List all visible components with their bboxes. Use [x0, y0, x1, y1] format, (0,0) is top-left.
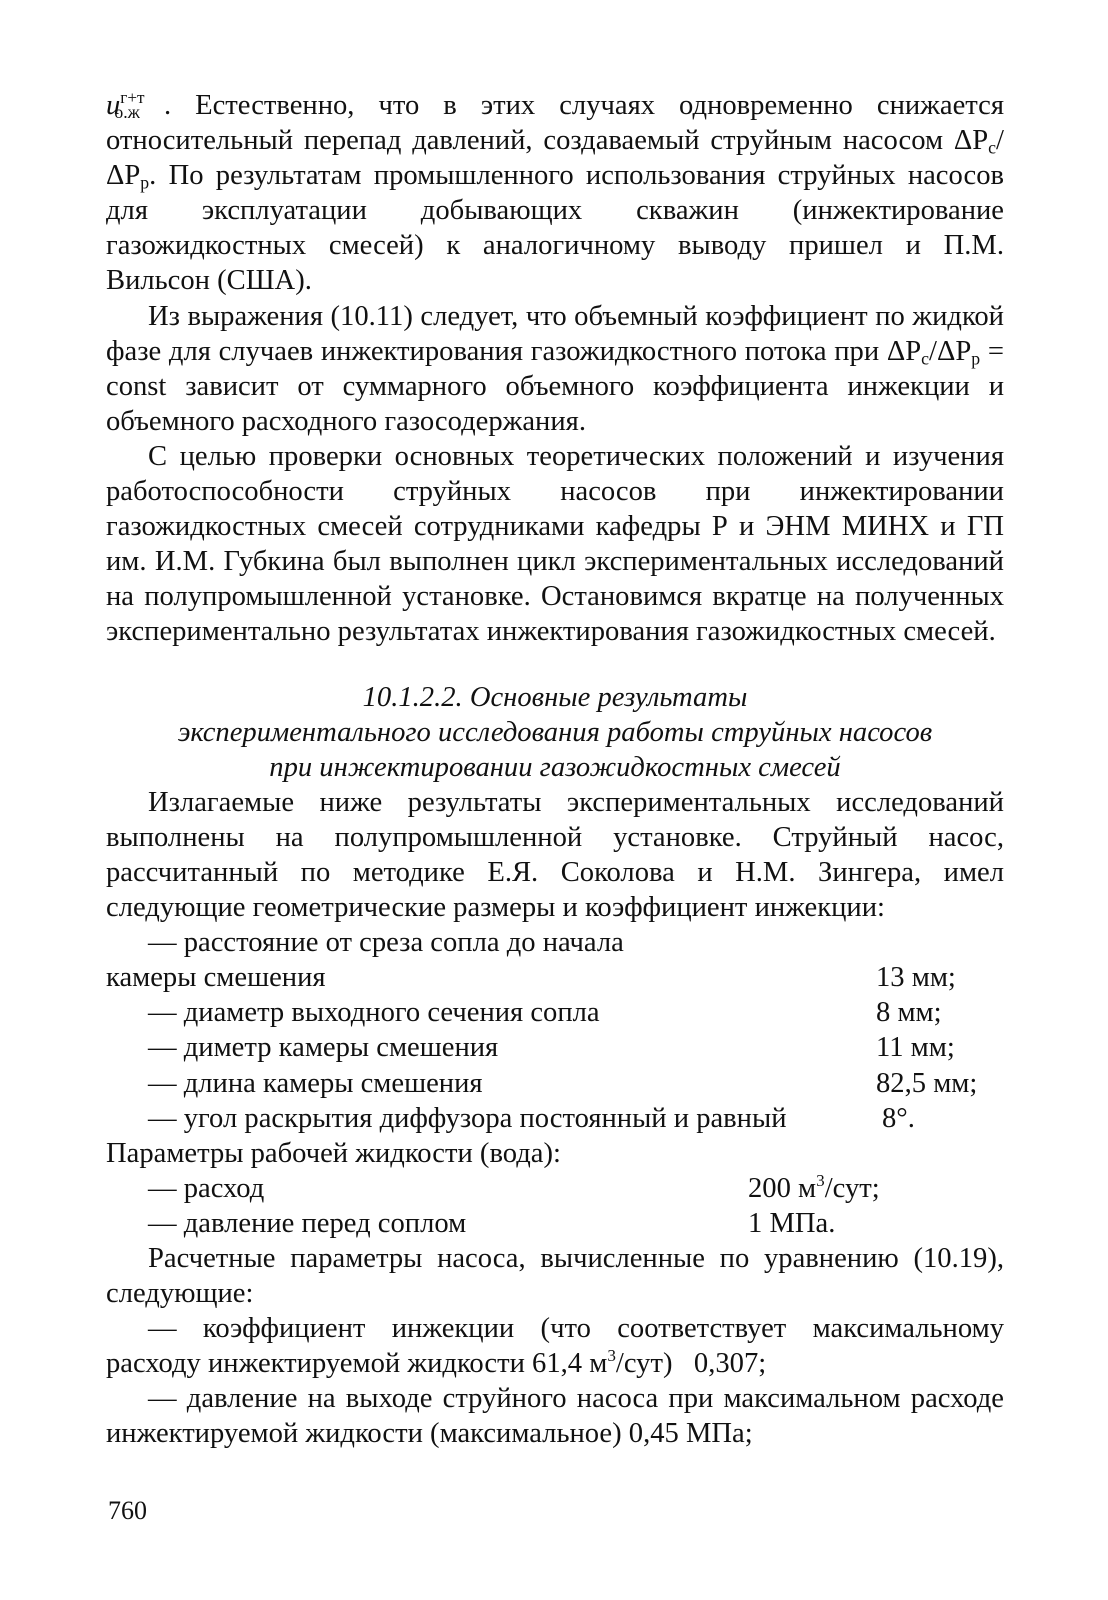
page-number: 760: [108, 1496, 147, 1525]
paragraph-2-text-a: Из выражения (10.11) следует, что объемный коэффициент по жидкой фазе для случаев инжектирования газожидкостного потока при ΔP: [106, 300, 1004, 367]
paragraph-1-text-c: . По результатам промышленного использования струйных насосов для эксплуатации добывающих скважин (инжектирование газожидкостных смесей) к аналогичному выводу пришел и П.М. Вильсон (США).: [106, 160, 1004, 297]
fluid-flow-value-a: 200 м: [748, 1172, 817, 1204]
fluid-flow: [106, 1171, 1004, 1206]
fluid-pressure-value: 1 МПа.: [748, 1207, 836, 1239]
section-heading-line-3: при инжектировании газожидкостных смесей: [269, 751, 841, 783]
paragraph-2-text-c: = const зависит от суммарного объемного коэффициента инжекции и объемного расходного газосодержания.: [106, 335, 1005, 437]
fluid-pressure: [106, 1206, 1004, 1241]
calc-item-2: — давление на выходе струйного насоса при максимальном расходе инжектируемой жидкости (максимальное) 0,45 МПа;: [106, 1383, 1004, 1450]
fluid-flow-value-b: /сут;: [824, 1172, 880, 1204]
paragraph-2: [106, 299, 1004, 439]
calc-item-1: [106, 1311, 1004, 1381]
geometry-item-4-label: — длина камеры смешения: [148, 1067, 483, 1099]
calc-item-1-sup: 3: [607, 1346, 616, 1366]
var-u-superscript: г+т: [120, 87, 145, 107]
geometry-item-1-label-2: камеры смешения: [106, 962, 326, 994]
geometry-item-5-label: — угол раскрытия диффузора постоянный и равный: [148, 1102, 787, 1134]
geometry-item-3-label: — диметр камеры смешения: [148, 1032, 499, 1064]
fluid-title: [106, 1136, 1004, 1171]
geometry-item-4-value: 82,5 мм;: [876, 1067, 978, 1099]
geometry-item-2: [106, 995, 1004, 1030]
geometry-item-5: [106, 1101, 1004, 1136]
paragraph-1: [106, 88, 1004, 299]
geometry-item-2-value: 8 мм;: [876, 997, 942, 1029]
geometry-item-3-value: 11 мм;: [876, 1032, 955, 1064]
fluid-flow-label: — расход: [148, 1172, 265, 1204]
paragraph-1-text-a: . Естественно, что в этих случаях одновременно снижается относительный перепад давлений, создаваемый струйным насосом ΔP: [106, 90, 1004, 157]
subscript-c-2: с: [921, 348, 930, 369]
subscript-p: р: [140, 172, 150, 193]
geometry-item-5-value: 8°.: [882, 1102, 915, 1134]
intro-paragraph: Излагаемые ниже результаты экспериментальных исследований выполнены на полупромышленной установке. Струйный насос, рассчитанный по методике Е.Я. Соколова и Н.М. Зингера, имел следующие геометрические размеры и коэффициент инжекции:: [106, 786, 1004, 924]
geometry-item-3: [106, 1030, 1004, 1065]
geometry-item-1-value: 13 мм;: [876, 962, 956, 994]
calc-item-1-text-b: /сут) 0,307;: [615, 1348, 767, 1380]
geometry-item-4: [106, 1066, 1004, 1101]
geometry-item-1-label: — расстояние от среза сопла до начала: [148, 927, 624, 959]
section-heading-line-2: экспериментального исследования работы струйных насосов: [177, 716, 933, 748]
page-body: [106, 88, 1004, 1452]
var-u: u: [106, 90, 121, 121]
subscript-c: с: [988, 137, 997, 158]
subscript-p-2: р: [971, 348, 981, 369]
fluid-flow-value-sup: 3: [816, 1170, 825, 1190]
calc-intro: Расчетные параметры насоса, вычисленные по уравнению (10.19), следующие:: [106, 1243, 1004, 1310]
paragraph-3: С целью проверки основных теоретических положений и изучения работоспособности струйных насосов при инжектировании газожидкостных смесей сотрудниками кафедры Р и ЭНМ МИНХ и ГП им. И.М. Губкина был выполнен цикл экспериментальных исследований на полупромышленной установке. Остановимся вкратце на полученных экспериментально результатах инжектирования газожидкостных смесей.: [106, 440, 1004, 648]
geometry-item-1-line-2: [106, 960, 1004, 995]
paragraph-1-text-b: /ΔP: [106, 125, 1004, 192]
var-u-subscript: о.ж: [114, 102, 140, 123]
fluid-pressure-label: — давление перед соплом: [148, 1207, 467, 1239]
calc-item-1-text-a: — коэффициент инжекции (что соответствует максимальному расходу инжектируемой жидкости 61,4 м: [106, 1313, 1004, 1380]
geometry-item-1-line-1: [106, 925, 1004, 960]
fluid-title-text: Параметры рабочей жидкости (вода):: [106, 1137, 561, 1169]
paragraph-2-text-b: /ΔP: [929, 335, 972, 367]
geometry-item-2-label: — диаметр выходного сечения сопла: [148, 997, 600, 1029]
section-heading-line-1: 10.1.2.2. Основные результаты: [362, 681, 748, 713]
fluid-flow-value: [748, 1171, 880, 1206]
